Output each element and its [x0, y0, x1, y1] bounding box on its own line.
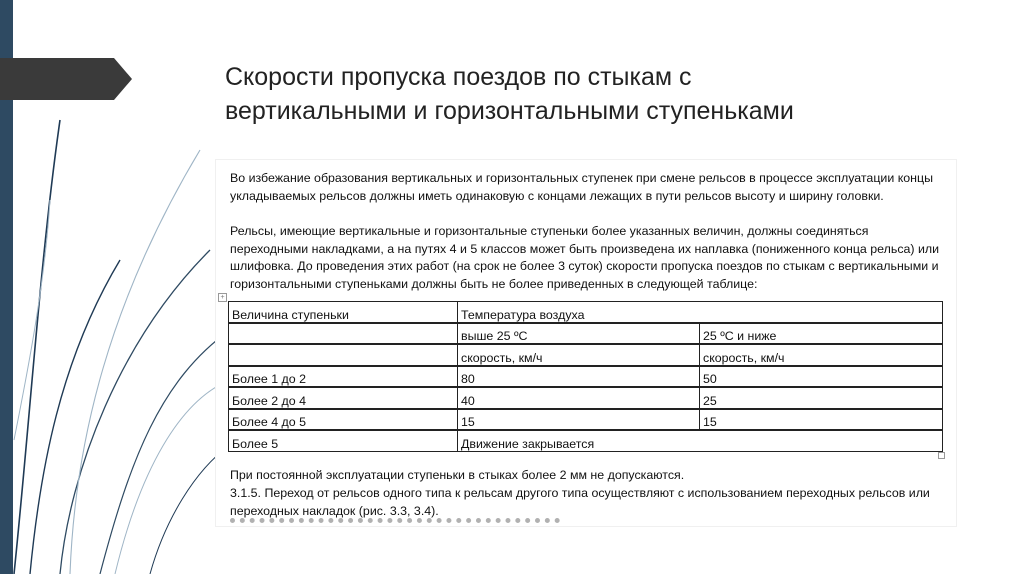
- paragraph-2: Рельсы, имеющие вертикальные и горизонтальные ступеньки более указанных величин, должны соединяться переходными накладками, а на путях 4 и 5 классов может быть произведена их наплавка (пониженного конца рельса) или шлифовка. До проведения этих работ (на срок не более 3 суток) скорости пропуска поездов по стыкам с вертикальными и горизонтальными ступеньками должны быть не более приведенных в следующей таблице:: [230, 224, 940, 291]
- table-cell-step: Более 1 до 2: [229, 366, 458, 388]
- table-temp-low: 25 ºС и ниже: [700, 323, 943, 345]
- paragraph-4: 3.1.5. Переход от рельсов одного типа к рельсам другого типа осуществляют с использованием переходных рельсов или переходных накладок (рис. 3.3, 3.4).: [230, 486, 930, 518]
- table-row: [229, 409, 943, 431]
- table-cell-closed: Движение закрывается: [458, 430, 943, 451]
- table-cell-empty: [229, 323, 458, 345]
- document-excerpt: [216, 160, 956, 526]
- table-cell-low: 50: [700, 366, 943, 388]
- table-cell-high: 15: [458, 409, 700, 431]
- table-cell-high: 40: [458, 387, 700, 409]
- cut-text-bottom: [230, 518, 560, 526]
- table-cell-high: 80: [458, 366, 700, 388]
- table-header-step: Величина ступеньки: [229, 302, 458, 323]
- table-temp-high: выше 25 ºС: [458, 323, 700, 345]
- table-cell-low: 25: [700, 387, 943, 409]
- table-row: [229, 344, 943, 366]
- table-row: [229, 366, 943, 388]
- paragraph-1: Во избежание образования вертикальных и горизонтальных ступенек при смене рельсов в процессе эксплуатации концы укладываемых рельсов должны иметь одинаковую с концами лежащих в пути рельсов высоту и ширину головки.: [230, 171, 933, 203]
- table-row: [229, 430, 943, 451]
- table-cell-step: Более 2 до 4: [229, 387, 458, 409]
- arrow-tab-shape: [0, 58, 132, 100]
- table-resize-handle-icon: [938, 452, 945, 459]
- table-cell-low: 15: [700, 409, 943, 431]
- paragraph-3: При постоянной эксплуатации ступеньки в стыках более 2 мм не допускаются.: [230, 468, 685, 482]
- table-cell-step: Более 4 до 5: [229, 409, 458, 431]
- cut-text-top: [230, 160, 790, 170]
- table-speed-label-low: скорость, км/ч: [700, 344, 943, 366]
- table-cell-empty: [229, 344, 458, 366]
- table-row: [229, 323, 943, 345]
- slide-title-line2: вертикальными и горизонтальными ступеньками: [225, 97, 794, 125]
- table-header-temp: Температура воздуха: [458, 302, 943, 323]
- table-move-handle-icon: +: [218, 293, 227, 302]
- table-cell-step: Более 5: [229, 430, 458, 451]
- slide-title: [225, 60, 985, 128]
- table-row: [229, 302, 943, 323]
- table-row: [229, 387, 943, 409]
- slide-title-line1: Скорости пропуска поездов по стыкам с: [225, 63, 692, 91]
- table-speed-label-high: скорость, км/ч: [458, 344, 700, 366]
- speed-table: [228, 301, 943, 452]
